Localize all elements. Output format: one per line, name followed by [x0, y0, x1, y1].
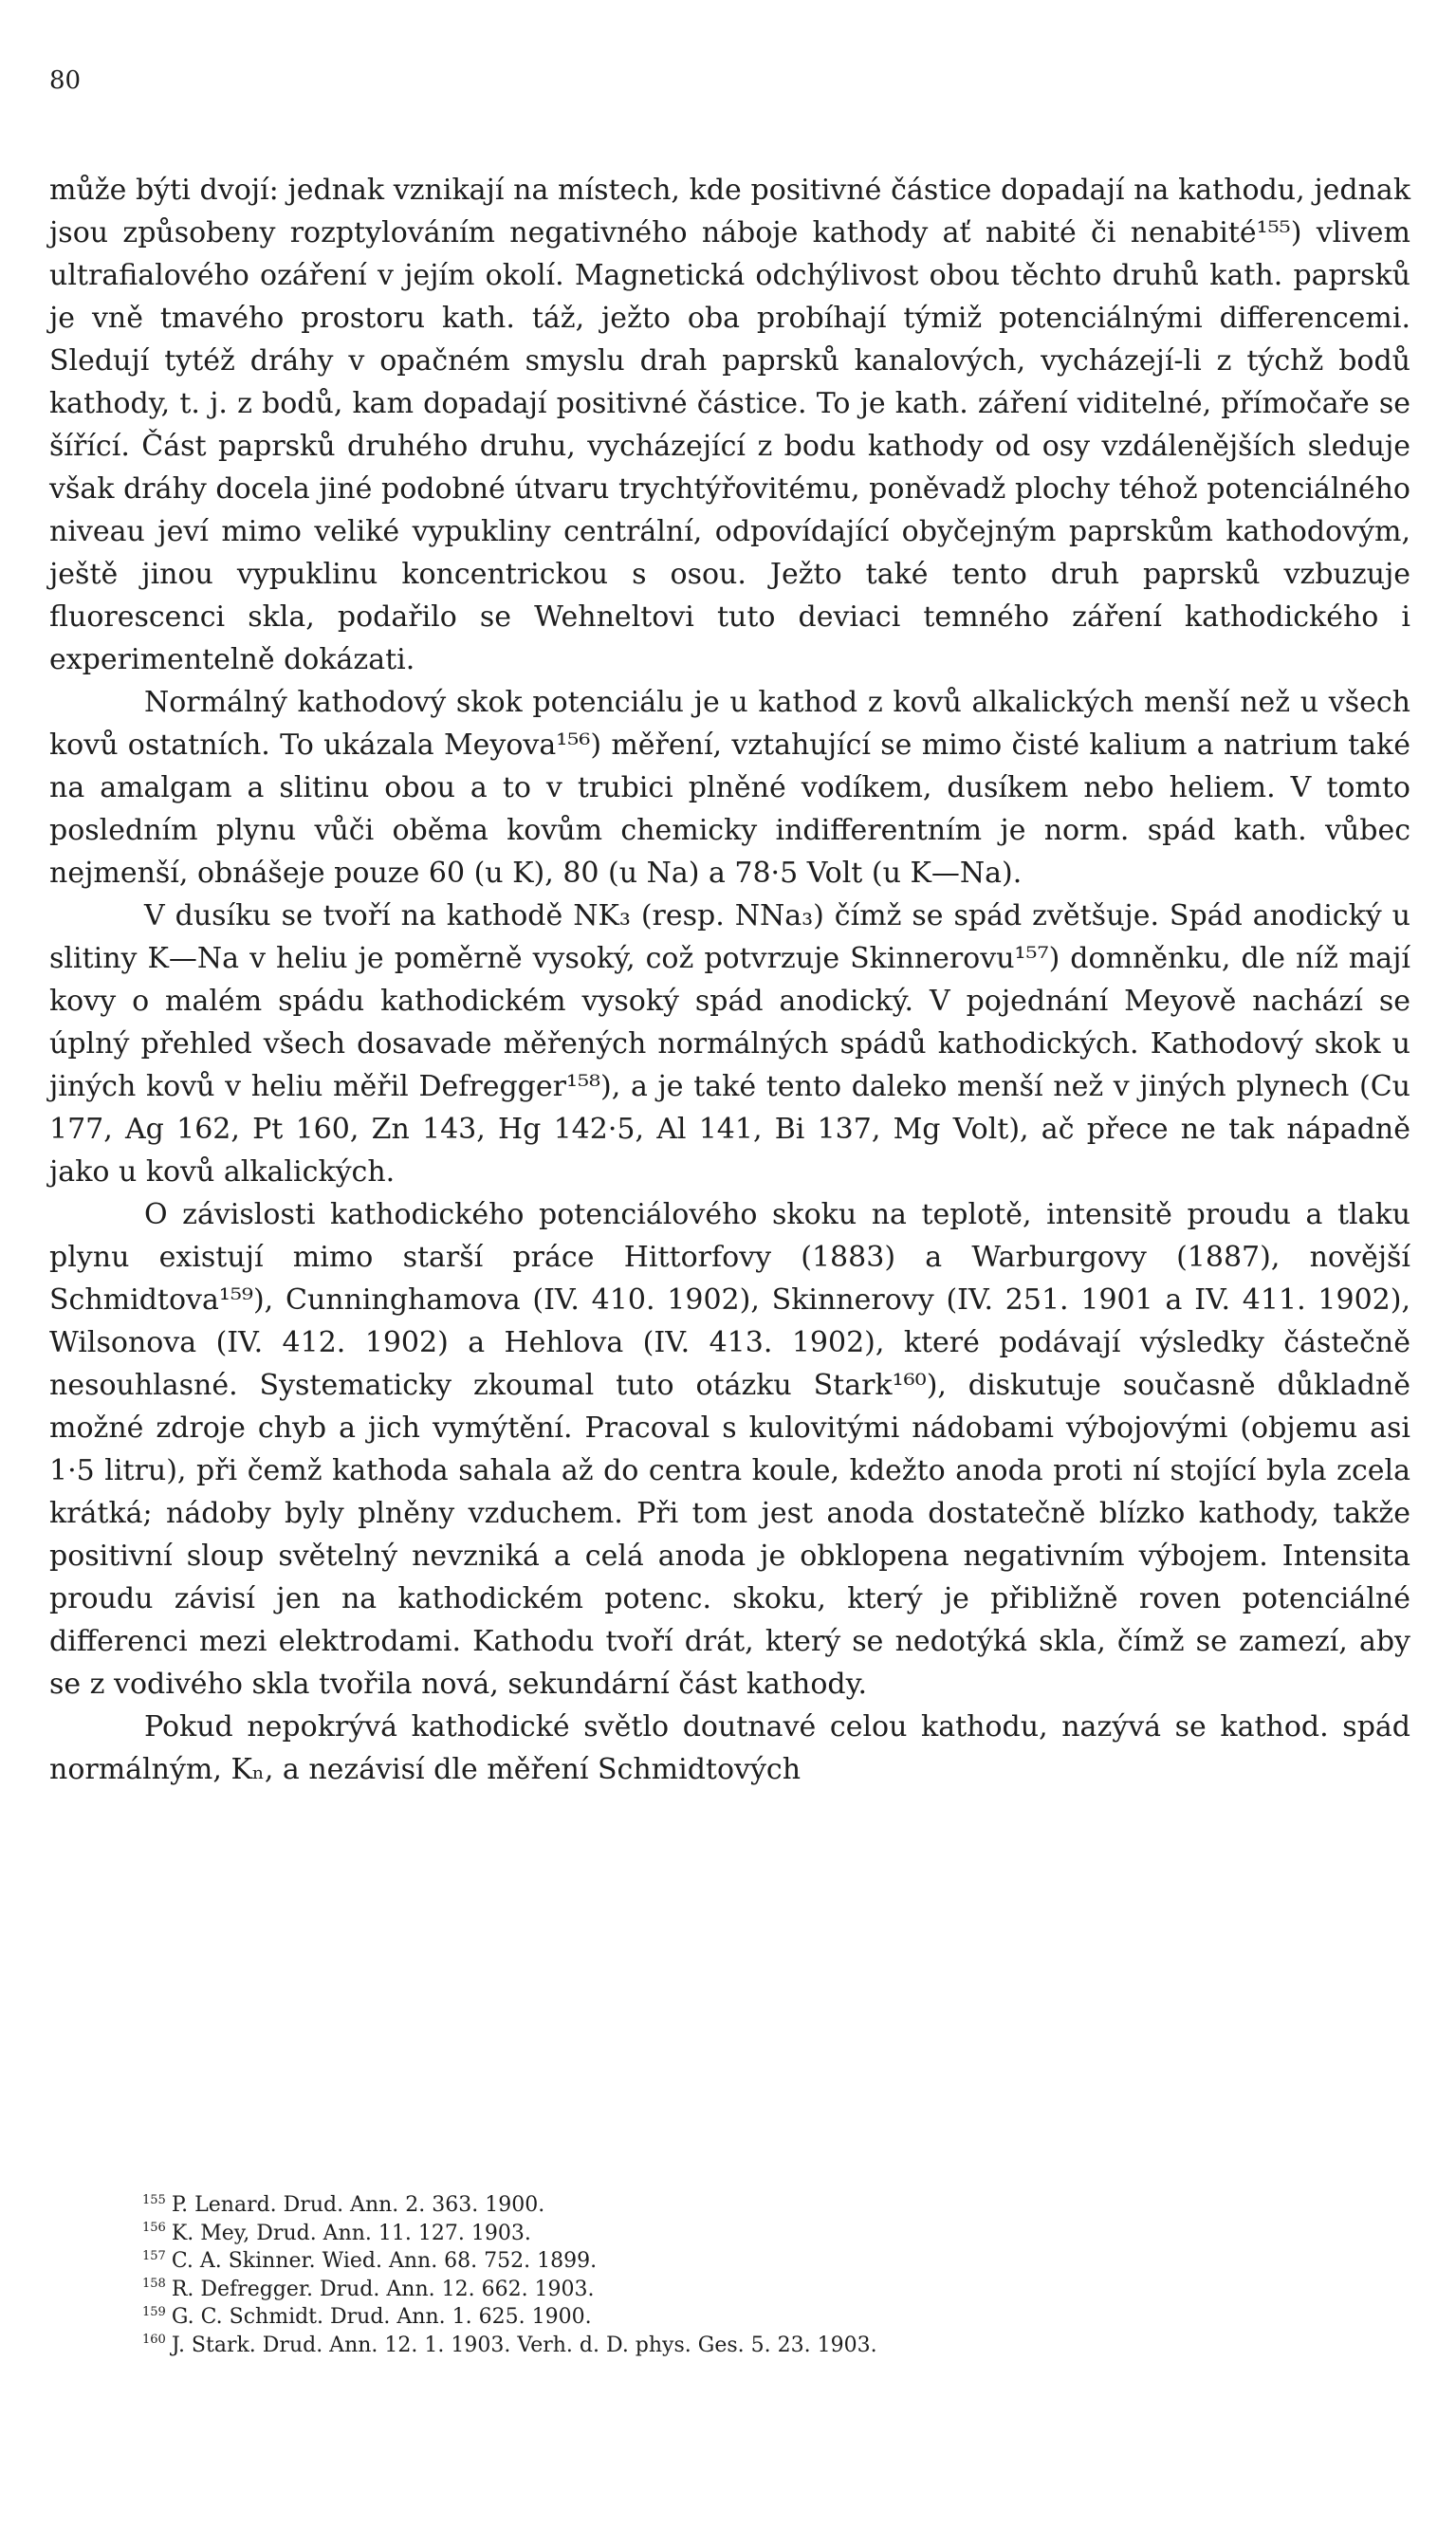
footnote-text: G. C. Schmidt. Drud. Ann. 1. 625. 1900. [171, 2305, 592, 2329]
footnote-157 [142, 2247, 1410, 2276]
footnote-158 [142, 2276, 1410, 2304]
footnote-160 [142, 2332, 1410, 2360]
footnote-text: P. Lenard. Drud. Ann. 2. 363. 1900. [171, 2193, 545, 2217]
footnote-155 [142, 2191, 1410, 2220]
footnote-mark: 158 [142, 2277, 166, 2292]
footnote-156 [142, 2220, 1410, 2248]
paragraph-5: Pokud nepokrývá kathodické světlo doutnavé celou kathodu, nazývá se kathod. spád normálným, Kₙ, a nezávisí dle měření Schmidtových [49, 1710, 1410, 1786]
footnote-mark: 159 [142, 2304, 166, 2319]
paragraph-1: může býti dvojí: jednak vznikají na místech, kde positivné částice dopadají na kathodu, jednak jsou způsobeny rozptylováním negativného náboje kathody ať nabité či nenabité¹⁵⁵) vlivem ultrafialového ozáření v jejím okolí. Magnetická odchýlivost obou těchto druhů kath. paprsků je vně tmavého prostoru kath. táž, ježto oba probíhají týmiž potenciálnými differencemi. Sledují tytéž dráhy v opačném smyslu drah paprsků kanalových, vycházejí-li z týchž bodů kathody, t. j. z bodů, kam dopadají positivné částice. To je kath. záření viditelné, přímočaře se šířící. Část paprsků druhého druhu, vycházející z bodu kathody od osy vzdálenějších sleduje však dráhy docela jiné podobné útvaru trychtýřovitému, poněvadž plochy téhož potenciálného niveau jeví mimo veliké vypukliny centrální, odpovídající obyčejným paprskům kathodovým, ještě jinou vypuklinu koncentrickou s osou. Ježto také tento druh paprsků vzbuzuje fluorescenci skla, podařilo se Wehneltovi tuto deviaci temného záření kathodického i experimentelně dokázati. [49, 174, 1410, 676]
footnote-mark: 160 [142, 2333, 166, 2348]
footnote-text: K. Mey, Drud. Ann. 11. 127. 1903. [171, 2221, 531, 2245]
paragraph-3: V dusíku se tvoří na kathodě NK₃ (resp. NNa₃) čímž se spád zvětšuje. Spád anodický u slitiny K—Na v heliu je poměrně vysoký, což potvrzuje Skinnerovu¹⁵⁷) domněnku, dle níž mají kovy o malém spádu kathodickém vysoký spád anodický. V pojednání Meyově nachází se úplný přehled všech dosavade měřených normálných spádů kathodických. Kathodový skok u jiných kovů v heliu měřil Defregger¹⁵⁸), a je také tento daleko menší než v jiných plynech (Cu 177, Ag 162, Pt 160, Zn 143, Hg 142·5, Al 141, Bi 137, Mg Volt), ač přece ne tak nápadně jako u kovů alkalických. [49, 899, 1410, 1189]
footnotes [142, 2191, 1410, 2359]
footnote-text: C. A. Skinner. Wied. Ann. 68. 752. 1899. [171, 2249, 598, 2273]
paragraph-2: Normálný kathodový skok potenciálu je u kathod z kovů alkalických menší než u všech kovů ostatních. To ukázala Meyova¹⁵⁶) měření, vztahující se mimo čisté kalium a natrium také na amalgam a slitinu obou a to v trubici plněné vodíkem, dusíkem nebo heliem. V tomto posledním plynu vůči oběma kovům chemicky indifferentním je norm. spád kath. vůbec nejmenší, obnášeje pouze 60 (u K), 80 (u Na) a 78·5 Volt (u K—Na). [49, 686, 1410, 890]
paragraph-4: O závislosti kathodického potenciálového skoku na teplotě, intensitě proudu a tlaku plynu existují mimo starší práce Hittorfovy (1883) a Warburgovy (1887), novější Schmidtova¹⁵⁹), Cunninghamova (IV. 410. 1902), Skinnerovy (IV. 251. 1901 a IV. 411. 1902), Wilsonova (IV. 412. 1902) a Hehlova (IV. 413. 1902), které podávají výsledky částečně nesouhlasné. Systematicky zkoumal tuto otázku Stark¹⁶⁰), diskutuje současně důkladně možné zdroje chyb a jich vymýtění. Pracoval s kulovitými nádobami výbojovými (objemu asi 1·5 litru), při čemž kathoda sahala až do centra koule, kdežto anoda proti ní stojící byla zcela krátká; nádoby byly plněny vzduchem. Při tom jest anoda dostatečně blízko kathody, takže positivní sloup světelný nevzniká a celá anoda je obklopena negativním výbojem. Intensita proudu závisí jen na kathodickém potenc. skoku, který je přibližně roven potenciálné differenci mezi elektrodami. Kathodu tvoří drát, který se nedotýká skla, čímž se zamezí, aby se z vodivého skla tvořila nová, sekundární část kathody. [49, 1198, 1410, 1701]
footnote-text: R. Defregger. Drud. Ann. 12. 662. 1903. [171, 2277, 595, 2301]
page-number: 80 [49, 66, 82, 95]
footnote-mark: 155 [142, 2192, 166, 2207]
body-text [49, 169, 1410, 1791]
footnote-159 [142, 2303, 1410, 2332]
footnote-text: J. Stark. Drud. Ann. 12. 1. 1903. Verh. d. D. phys. Ges. 5. 23. 1903. [171, 2333, 877, 2357]
footnote-mark: 157 [142, 2248, 166, 2263]
footnote-mark: 156 [142, 2221, 166, 2236]
